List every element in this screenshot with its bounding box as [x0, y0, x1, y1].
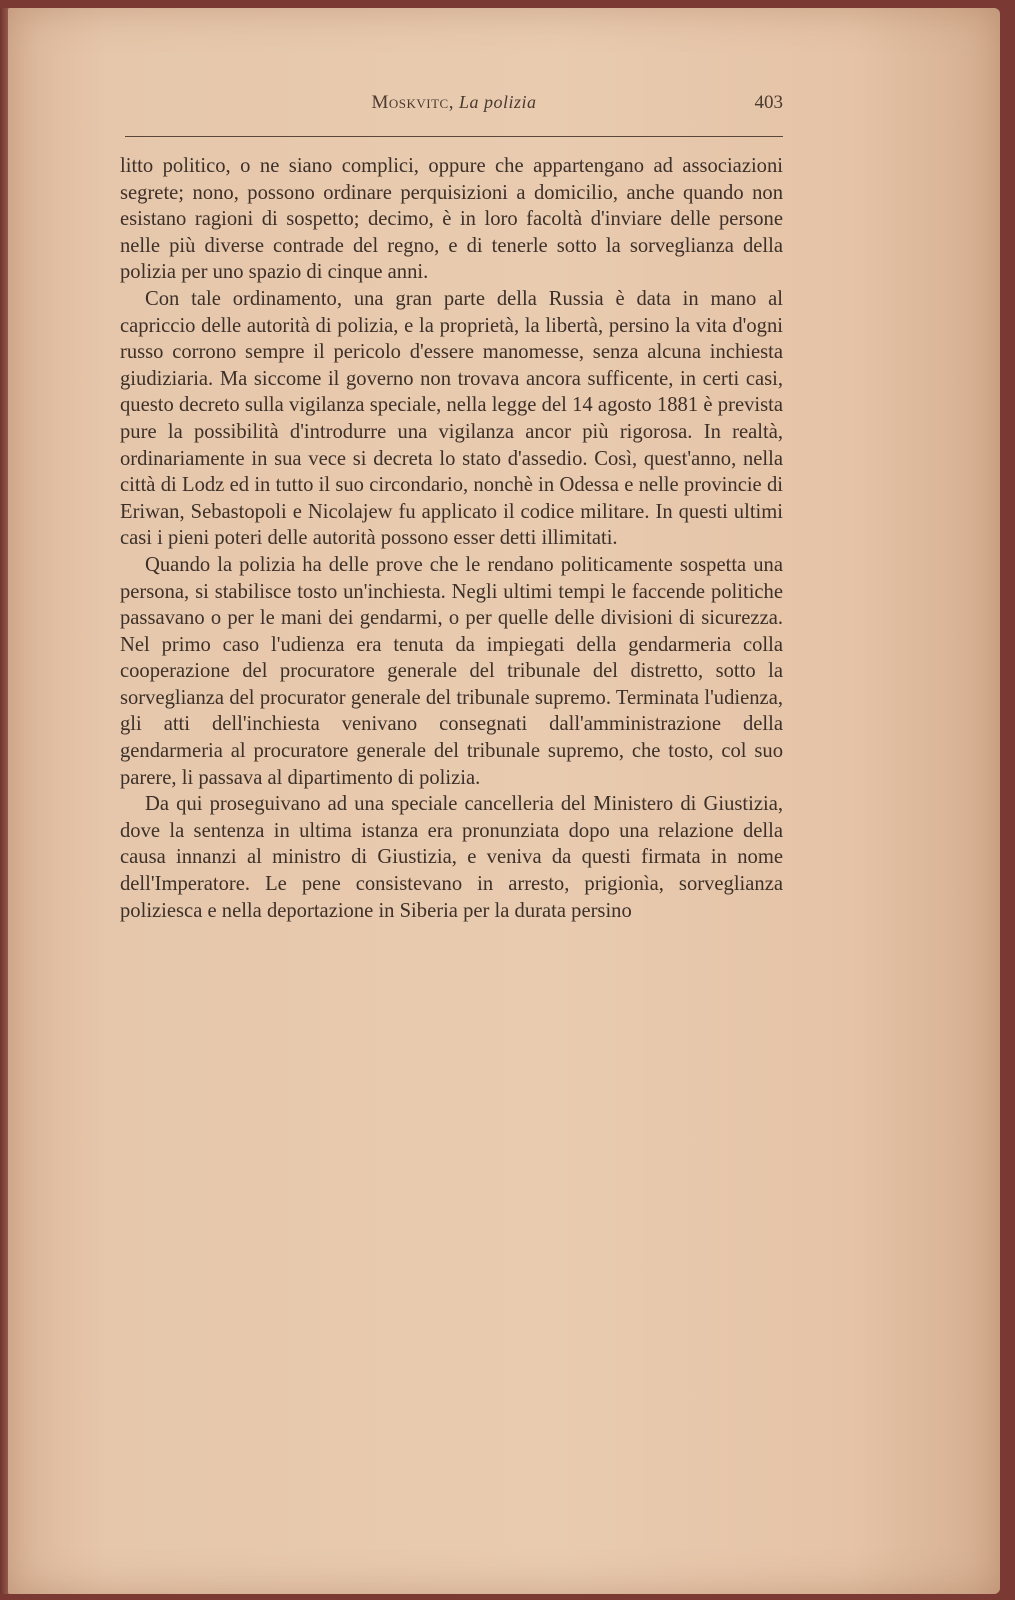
header-rule	[125, 136, 783, 137]
paragraph-1: litto politico, o ne siano complici, oppure che appartengano ad associazioni segrete; nono, possono ordinare perquisizioni a domicilio, anche quando non esistano ragioni di sospetto; decimo, è in loro facoltà d'inviare delle persone nelle più diverse contrade del regno, e di tenerle sotto la sorveglianza della polizia per uno spazio di cinque anni.	[120, 155, 783, 284]
running-title	[125, 92, 783, 114]
running-title-work: La polizia	[458, 92, 537, 112]
running-title-author: Moskvitc,	[371, 92, 454, 113]
body-text	[120, 153, 783, 924]
paragraph-2: Con tale ordinamento, una gran parte della Russia è data in mano al capriccio delle autorità di polizia, e la proprietà, la libertà, persino la vita d'ogni russo corrono sempre il pericolo d'essere manomesse, senza alcuna inchiesta giudiziaria. Ma siccome il governo non trovava ancora sufficente, in certi casi, questo decreto sulla vigilanza speciale, nella legge del 14 agosto 1881 è prevista pure la possibilità d'introdurre una vigilanza ancor più rigorosa. In realtà, ordinariamente in sua vece si decreta lo stato d'assedio. Così, quest'anno, nella città di Lodz ed in tutto il suo circondario, nonchè in Odessa e nelle provincie di Eriwan, Sebastopoli e Nicolajew fu applicato il codice militare. In questi ultimi casi i pieni poteri delle autorità possono esser detti illimitati.	[120, 287, 783, 550]
page-number: 403	[754, 92, 783, 113]
paragraph-4: Da qui proseguivano ad una speciale cancelleria del Ministero di Giustizia, dove la sentenza in ultima istanza era pronunziata dopo una relazione della causa innanzi al ministro di Giustizia, e veniva da questi firmata in nome dell'Imperatore. Le pene consistevano in arresto, prigionìa, sorveglianza poliziesca e nella deportazione in Siberia per la durata persino	[120, 793, 783, 922]
paragraph-3: Quando la polizia ha delle prove che le rendano politicamente sospetta una persona, si stabilisce tosto un'inchiesta. Negli ultimi tempi le faccende politiche passavano o per le mani dei gendarmi, o per quelle delle divisioni di sicurezza. Nel primo caso l'udienza era tenuta da impiegati della gendarmeria colla cooperazione del procuratore generale del tribunale del distretto, sotto la sorveglianza del procurator generale del tribunale supremo. Terminata l'udienza, gli atti dell'inchiesta venivano consegnati dall'amministrazione della gendarmeria al procuratore generale del tribunale supremo, che tosto, col suo parere, li passava al dipartimento di polizia.	[120, 553, 783, 789]
running-header	[125, 92, 783, 122]
